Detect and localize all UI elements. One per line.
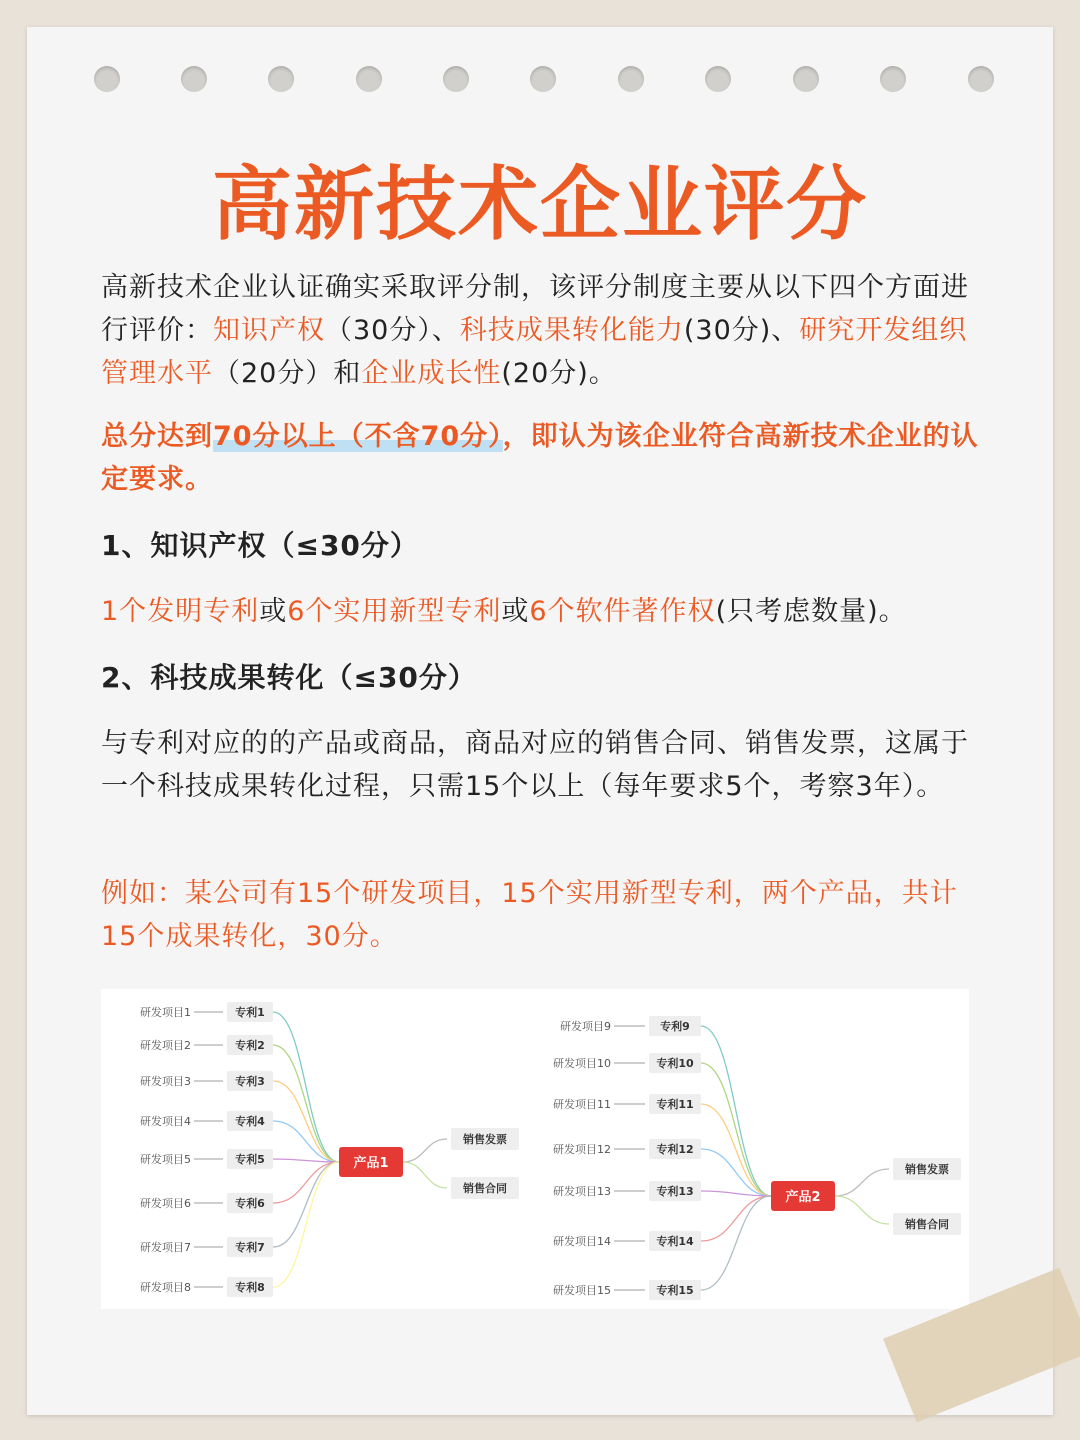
mindmap-output: 销售合同 [905,1218,949,1231]
intro-paragraph [101,266,981,395]
criterion-growth: 企业成长性 [361,358,502,389]
mindmap-project: 研发项目15 [553,1284,611,1297]
mindmap-curve [701,1196,771,1241]
mindmap-patent: 专利1 [235,1006,265,1019]
section2-heading: 2、科技成果转化（≤30分） [101,661,477,694]
page-title: 高新技术企业评分 [212,158,868,251]
section2-example: 例如：某公司有15个研发项目，15个实用新型专利，两个产品，共计15个成果转化，30分。 [101,878,958,952]
invention-patent: 1个发明专利 [101,596,260,627]
mindmap-output: 销售发票 [463,1133,507,1146]
mindmap-patent: 专利6 [235,1197,265,1210]
section1-heading: 1、知识产权（≤30分） [101,529,419,562]
mindmap-patent: 专利8 [235,1281,265,1294]
or-text: 或 [259,596,288,627]
utility-patent: 6个实用新型专利 [287,596,502,627]
mindmap-output: 销售合同 [463,1182,507,1195]
mindmap-curve [701,1063,771,1196]
mindmap-curve [273,1162,339,1247]
mindmap-patent: 专利2 [235,1039,265,1052]
binder-hole [356,66,382,92]
mindmap-patent: 专利12 [656,1143,694,1156]
mindmap-output: 销售发票 [905,1163,949,1176]
mindmap-project: 研发项目10 [553,1057,611,1070]
intro-text: 高新技术企业认证确实采取评分制，该评分制度主要从以下四个方面进行评价： [101,272,969,346]
mindmap-patent: 专利3 [235,1075,265,1088]
criterion-rd-score: （20分）和 [213,358,362,389]
mindmap-project: 研发项目11 [553,1098,611,1111]
mindmap-project: 研发项目8 [140,1281,191,1294]
mindmap-diagram [101,989,969,1309]
binder-hole [880,66,906,92]
mindmap-curve [273,1081,339,1162]
mindmap-project: 研发项目7 [140,1241,191,1254]
mindmap-patent: 专利15 [656,1284,694,1297]
mindmap-curve [835,1196,889,1224]
quantity-note: (只考虑数量)。 [715,596,907,627]
mindmap-curve [701,1026,771,1196]
binder-hole [530,66,556,92]
or-text: 或 [501,596,530,627]
mindmap-project: 研发项目14 [553,1235,611,1248]
mindmap-patent: 专利14 [656,1235,694,1248]
mindmap-project: 研发项目5 [140,1153,191,1166]
summary-highlight: 70分以上（不含70分） [213,421,503,452]
binder-hole [705,66,731,92]
binder-hole [443,66,469,92]
mindmap-project: 研发项目4 [140,1115,191,1128]
mindmap-patent: 专利10 [656,1057,694,1070]
mindmap-curve [273,1012,339,1162]
binder-hole [181,66,207,92]
mindmap-svg [101,989,969,1309]
mindmap-project: 研发项目13 [553,1185,611,1198]
mindmap-project: 研发项目12 [553,1143,611,1156]
mindmap-patent: 专利11 [656,1098,694,1111]
binder-hole [94,66,120,92]
binder-hole [618,66,644,92]
mindmap-curve [835,1169,889,1196]
mindmap-patent: 专利9 [660,1020,690,1033]
binder-hole [793,66,819,92]
section1-body [101,590,981,633]
summary-text-2: ，即认为该企业符合高新技术企业的认定要求。 [101,421,979,495]
mindmap-project: 研发项目1 [140,1006,191,1019]
mindmap-curve [701,1196,771,1290]
mindmap-project: 研发项目6 [140,1197,191,1210]
mindmap-curve [273,1045,339,1162]
software-copyright: 6个软件著作权 [529,596,716,627]
criterion-transfer: 科技成果转化能力 [459,315,684,346]
binder-hole [968,66,994,92]
criterion-rd-management: 研究开发组织管理水平 [101,315,968,389]
mindmap-patent: 专利4 [235,1115,265,1128]
mindmap-patent: 专利5 [235,1153,265,1166]
mindmap-product: 产品2 [785,1190,821,1205]
section2-body: 与专利对应的的产品或商品，商品对应的销售合同、销售发票，这属于一个科技成果转化过程，只需15个以上（每年要求5个，考察3年）。 [101,728,969,802]
mindmap-curve [273,1162,339,1287]
mindmap-project: 研发项目2 [140,1039,191,1052]
summary-paragraph [101,415,981,501]
criterion-growth-score: (20分)。 [501,358,617,389]
mindmap-project: 研发项目3 [140,1075,191,1088]
mindmap-curve [701,1149,771,1196]
mindmap-product: 产品1 [353,1156,389,1171]
mindmap-curve [403,1139,447,1162]
mindmap-curve [273,1162,339,1203]
mindmap-patent: 专利13 [656,1185,694,1198]
criterion-transfer-score: (30分)、 [683,315,800,346]
summary-text: 总分达到 [101,421,213,452]
criterion-ip: 知识产权 [213,315,325,346]
criterion-ip-score: （30分）、 [325,315,460,346]
binder-hole [268,66,294,92]
mindmap-project: 研发项目9 [560,1020,611,1033]
mindmap-patent: 专利7 [235,1241,265,1254]
mindmap-curve [403,1162,447,1188]
